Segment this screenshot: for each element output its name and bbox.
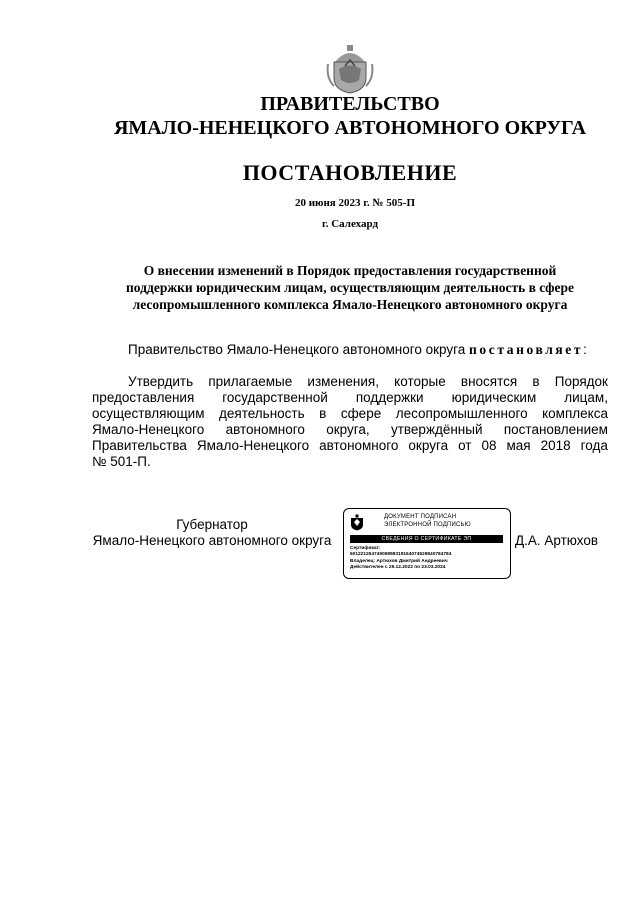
body-word: Ямало-Ненецкого	[196, 438, 310, 453]
body-word: округа	[408, 438, 449, 453]
body-line	[92, 374, 608, 390]
body-word: в	[319, 406, 327, 421]
body-word: Ямало-Ненецкого	[92, 422, 205, 437]
decree-lead-text: Правительство Ямало-Ненецкого автономного округа	[128, 342, 470, 357]
body-word: вносятся	[460, 374, 518, 389]
signatory-title: Губернатор	[176, 517, 248, 532]
government-name-line2: ЯМАЛО-НЕНЕЦКОГО АВТОНОМНОГО ОКРУГА	[113, 117, 587, 139]
body-word: мая	[506, 438, 531, 453]
body-line	[92, 438, 608, 454]
document-city: г. Салехард	[321, 218, 379, 230]
body-word: деятельность	[219, 406, 305, 421]
document-type: ПОСТАНОВЛЕНИЕ	[242, 160, 458, 185]
body-word: года	[580, 438, 608, 453]
signatory-region: Ямало-Ненецкого автономного округа	[92, 533, 332, 548]
body-word: 08	[481, 438, 497, 453]
body-word: лицам,	[564, 390, 608, 405]
body-word: автономного	[319, 438, 399, 453]
body-word: округа,	[326, 422, 370, 437]
body-word: лесопромышленного	[395, 406, 528, 421]
body-word: прилагаемые	[208, 374, 293, 389]
stamp-certificate-label: Сертификат:	[350, 546, 381, 551]
body-word: предоставления	[92, 390, 195, 405]
body-word: сфере	[340, 406, 382, 421]
signatory-role	[92, 517, 332, 549]
body-word: Утвердить	[128, 374, 194, 389]
body-word: постановлением	[503, 422, 608, 437]
body-line	[92, 390, 608, 406]
body-word: комплекса	[542, 406, 608, 421]
stamp-emblem-icon	[350, 514, 364, 531]
decree-body	[92, 374, 608, 470]
stamp-validity: Действителен с 29.12.2022 по 23.03.2024	[350, 565, 446, 570]
body-word: юридическим	[451, 390, 537, 405]
body-word: осуществляющим	[92, 406, 205, 421]
body-word: в	[532, 374, 540, 389]
electronic-signature-stamp	[343, 508, 511, 579]
body-word: утверждённый	[390, 422, 483, 437]
body-word: поддержки	[355, 390, 424, 405]
stamp-certificate-number: 601221254749098983191640745298407847​84	[350, 552, 452, 557]
body-line-last: № 501-П.	[92, 454, 151, 469]
title-line: лесопромышленного комплекса Ямало-Ненецкого автономного округа	[132, 297, 568, 312]
decree-colon: :	[583, 342, 587, 357]
document-title	[92, 262, 608, 313]
title-line: О внесении изменений в Порядок предоставления государственной	[143, 263, 557, 278]
document-date-number: 20 июня 2023 г. № 505-П	[294, 197, 416, 209]
body-word: государственной	[222, 390, 328, 405]
government-name-line1: ПРАВИТЕЛЬСТВО	[260, 93, 440, 115]
coat-of-arms-icon	[325, 42, 375, 94]
body-line	[92, 422, 608, 438]
stamp-heading-2: ЭЛЕКТРОННОЙ ПОДПИСЬЮ	[384, 522, 471, 528]
title-line: поддержки юридическим лицам, осуществляющим деятельность в сфере	[126, 280, 574, 295]
stamp-owner: Владелец: Артюхов Дмитрий Андреевич	[350, 559, 448, 564]
stamp-certificate-bar: СВЕДЕНИЯ О СЕРТИФИКАТЕ ЭП	[350, 535, 503, 543]
signatory-name: Д.А. Артюхов	[515, 533, 599, 548]
body-word: 2018	[540, 438, 571, 453]
body-word: от	[458, 438, 472, 453]
body-word: автономного	[225, 422, 305, 437]
body-word: изменения,	[307, 374, 379, 389]
body-line	[92, 406, 608, 422]
body-word: Правительства	[92, 438, 187, 453]
body-word: Порядок	[554, 374, 608, 389]
stamp-heading-1: ДОКУМЕНТ ПОДПИСАН	[384, 514, 457, 520]
decree-verb: постановляет	[469, 342, 584, 357]
body-word: которые	[394, 374, 446, 389]
decree-lead	[128, 341, 587, 358]
